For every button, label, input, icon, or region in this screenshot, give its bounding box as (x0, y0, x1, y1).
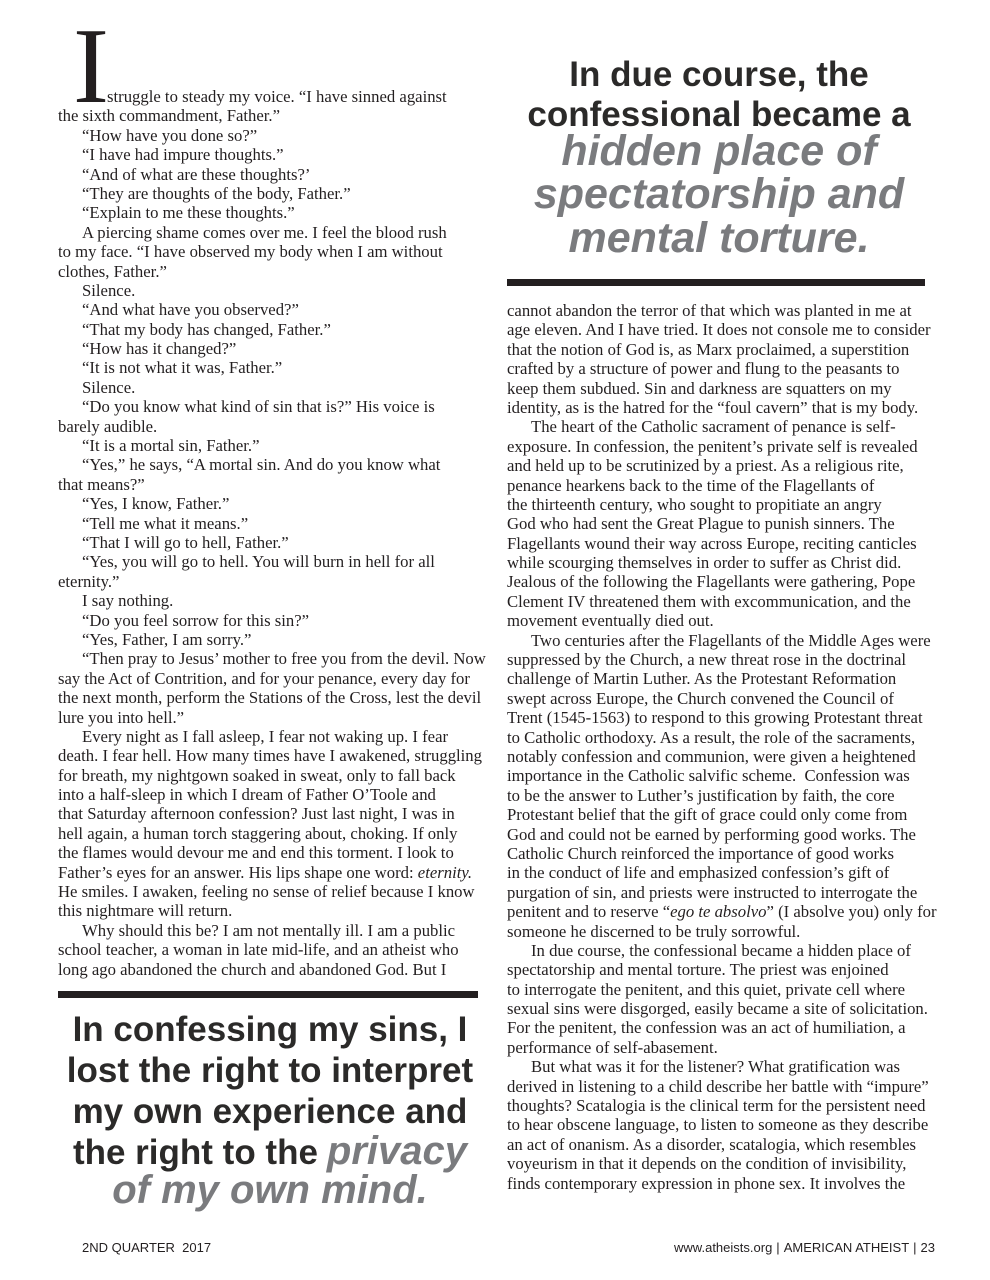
text-line-text: voyeurism in that it depends on the condition of invisibility, (507, 1154, 907, 1174)
text-line (507, 766, 937, 785)
text-line-text: keep them subdued. Sin and darkness are squatters on my (507, 378, 892, 398)
text-line (58, 358, 486, 377)
text-line (507, 631, 937, 650)
text-line (58, 591, 486, 610)
text-line (58, 339, 486, 358)
text-line (58, 397, 486, 416)
text-line (507, 1096, 937, 1115)
text-line (58, 184, 486, 203)
text-line (507, 572, 937, 591)
text-line (507, 437, 937, 456)
text-line (58, 649, 486, 668)
text-line (507, 320, 937, 339)
pull-quote-bottom-text: the right to the (72, 1133, 318, 1172)
text-line (507, 999, 937, 1018)
text-line (507, 650, 937, 669)
pull-quote-top-emphasis: mental torture. (568, 214, 870, 262)
text-line-text: “Do you feel sorrow for this sin?” (82, 610, 310, 630)
text-line-text: death. I fear hell. How many times have I awakened, struggling (58, 746, 482, 766)
text-line (58, 475, 486, 494)
pull-quote-bottom-line: my own experience and (72, 1092, 468, 1131)
text-line (507, 1115, 937, 1134)
text-line (507, 922, 937, 941)
text-line (58, 688, 486, 707)
text-line (507, 1038, 937, 1057)
text-line-text: “It is not what it was, Father.” (82, 358, 283, 378)
text-line (507, 902, 937, 921)
issue-date: 2ND QUARTER 2017 (82, 1240, 212, 1255)
text-line (58, 533, 486, 552)
text-line-text: lure you into hell.” (58, 707, 185, 727)
text-line-text: someone he discerned to be truly sorrowful. (507, 921, 801, 941)
text-line (507, 611, 937, 630)
text-line (58, 300, 486, 319)
text-line (58, 669, 486, 688)
text-line (507, 495, 937, 514)
text-line-text: in the conduct of life and emphasized confession’s gift of (507, 863, 890, 883)
text-line-text: challenge of Martin Luther. As the Protestant Reformation (507, 669, 897, 689)
text-line (507, 941, 937, 960)
text-line (507, 456, 937, 475)
text-line-text: “I have had impure thoughts.” (82, 145, 284, 165)
pull-quote-top-emphasis: spectatorship and (533, 170, 905, 218)
text-line-text: to my face. “I have observed my body when I am without (58, 242, 443, 262)
text-line (507, 553, 937, 572)
text-line (58, 455, 486, 474)
text-line-text: sexual sins were disgorged, easily became a site of solicitation. (507, 999, 928, 1019)
text-line-text: and held up to be scrutinized by a priest. As a religious rite, (507, 456, 904, 476)
text-line (507, 825, 937, 844)
text-line-text: that the notion of God is, as Marx proclaimed, a superstition (507, 339, 910, 359)
text-line-text: But what was it for the listener? What gratification was (531, 1057, 901, 1077)
text-line (58, 320, 486, 339)
text-line-text: to hear obscene language, to listen to someone as they describe (507, 1115, 929, 1135)
text-line-text: school teacher, a woman in late mid-life, and an atheist who (58, 940, 459, 960)
pull-quote-bottom-line: lost the right to interpret (66, 1051, 474, 1090)
text-line (58, 145, 486, 164)
pull-quote-bottom-emphasis: privacy (326, 1129, 468, 1173)
text-line (58, 572, 486, 591)
text-line-text: Silence. (82, 377, 136, 397)
pull-quote-top-emphasis: hidden place of (561, 127, 877, 175)
text-line-text: clothes, Father.” (58, 261, 167, 281)
text-line-text: into a half-sleep in which I dream of Father O’Toole and (58, 785, 436, 805)
text-line (507, 786, 937, 805)
text-line (58, 843, 486, 862)
pull-quote-bottom-line (58, 1131, 482, 1173)
text-line-text: For the penitent, the confession was an act of humiliation, a (507, 1018, 906, 1038)
text-line-text: that Saturday afternoon confession? Just last night, I was in (58, 804, 455, 824)
text-line-text: Father’s eyes for an answer. His lips shape one word: (58, 862, 418, 882)
text-line (58, 630, 486, 649)
pull-quote-rule (507, 279, 925, 286)
text-line (58, 611, 486, 630)
text-line-text: the sixth commandment, Father.” (58, 106, 280, 126)
text-line (58, 262, 486, 281)
text-line-text: “Then pray to Jesus’ mother to free you from the devil. Now (82, 649, 486, 669)
pull-quote-top-line: confessional became a (527, 95, 911, 134)
text-line (58, 746, 486, 765)
text-line (58, 242, 486, 261)
text-line (507, 669, 937, 688)
text-line (507, 398, 937, 417)
text-line (507, 883, 937, 902)
text-line-text: that means?” (58, 474, 145, 494)
text-line-text: purgation of sin, and priests were instructed to interrogate the (507, 882, 918, 902)
text-line-text: “How have you done so?” (82, 125, 258, 145)
pull-quote-bottom-emphasis: of my own mind. (112, 1168, 428, 1212)
text-line-text: “And of what are these thoughts?’ (82, 164, 311, 184)
footer-separator: | (913, 1240, 917, 1255)
text-line (507, 844, 937, 863)
text-line-text: penance hearkens back to the time of the Flagellants of (507, 475, 875, 495)
drop-cap: I (73, 7, 109, 126)
text-line-text: Why should this be? I am not mentally ill. I am a public (82, 920, 456, 940)
text-line (58, 378, 486, 397)
text-line-text: cannot abandon the terror of that which was planted in me at (507, 301, 912, 320)
text-line-text: God and could not be earned by performing good works. The (507, 824, 916, 844)
text-line (507, 805, 937, 824)
text-line-text: suppressed by the Church, a new threat rose in the doctrinal (507, 650, 906, 670)
text-line-text: while scourging themselves in order to suffer as Christ did. (507, 553, 902, 573)
text-line (58, 708, 486, 727)
text-line-text: this nightmare will return. (58, 901, 233, 921)
text-line-text: Protestant belief that the gift of grace could only come from (507, 805, 908, 825)
text-line-text: The heart of the Catholic sacrament of penance is self- (531, 417, 896, 437)
text-line (507, 980, 937, 999)
text-line (507, 747, 937, 766)
text-line (507, 1174, 937, 1193)
text-line (58, 882, 486, 901)
text-line-text: “How has it changed?” (82, 339, 237, 359)
magazine-title: AMERICAN ATHEIST (783, 1240, 910, 1255)
text-line-text: “It is a mortal sin, Father.” (82, 436, 260, 456)
text-line-text: age eleven. And I have tried. It does not console me to consider (507, 320, 931, 340)
text-line-text: “Yes, you will go to hell. You will burn in hell for all (82, 552, 435, 572)
text-line (58, 804, 486, 823)
text-line (58, 494, 486, 513)
text-line (507, 476, 937, 495)
text-line-text: Catholic Church reinforced the importance of good works (507, 843, 894, 863)
website: www.atheists.org (674, 1240, 773, 1255)
footer-separator: | (776, 1240, 780, 1255)
text-line (507, 417, 937, 436)
text-line-text: an act of onanism. As a disorder, scatalogia, which resembles (507, 1134, 916, 1154)
text-line-text: “Yes,” he says, “A mortal sin. And do you know what (82, 455, 441, 475)
pull-quote-rule (58, 991, 478, 998)
text-line (507, 960, 937, 979)
text-line-text: “That my body has changed, Father.” (82, 319, 331, 339)
text-line-text: “Yes, Father, I am sorry.” (82, 629, 252, 649)
text-line-text: penitent and to reserve “ (507, 902, 671, 922)
text-line (58, 417, 486, 436)
text-line-text: eternity.” (58, 571, 120, 591)
footer-credits (674, 1241, 935, 1254)
text-line (58, 824, 486, 843)
text-line-after: ” (I absolve you) only for (766, 902, 937, 922)
text-line-text: “Tell me what it means.” (82, 513, 249, 533)
text-line-text: to be the answer to Luther’s justification by faith, the core (507, 785, 895, 805)
text-line-text: Jealous of the following the Flagellants were gathering, Pope (507, 572, 916, 592)
text-line (58, 106, 486, 125)
text-line-text: Two centuries after the Flagellants of the Middle Ages were (531, 630, 931, 650)
text-line-text: “That I will go to hell, Father.” (82, 532, 289, 552)
text-line-text: derived in listening to a child describe her battle with “impure” (507, 1076, 929, 1096)
text-line (58, 87, 486, 106)
text-line (507, 379, 937, 398)
italic-text: ego te absolvo (670, 902, 767, 922)
text-line (58, 165, 486, 184)
text-line (507, 689, 937, 708)
text-line-text: finds contemporary expression in phone sex. It involves the (507, 1173, 906, 1193)
text-line-text: “Yes, I know, Father.” (82, 494, 230, 514)
text-line (58, 766, 486, 785)
text-line-text: spectatorship and mental torture. The priest was enjoined (507, 960, 889, 980)
text-line-text: A piercing shame comes over me. I feel the blood rush (82, 222, 447, 242)
text-line (58, 727, 486, 746)
text-line-text: “Explain to me these thoughts.” (82, 203, 295, 223)
text-line (58, 436, 486, 455)
text-line-text: Clement IV threatened them with excommunication, and the (507, 591, 911, 611)
text-line (507, 708, 937, 727)
text-line-text: notably confession and communion, were given a heightened (507, 746, 916, 766)
text-line-text: say the Act of Contrition, and for your penance, every day for (58, 668, 470, 688)
text-line-text: hell again, a human torch staggering about, choking. If only (58, 823, 458, 843)
text-line-text: Trent (1545-1563) to respond to this growing Protestant threat (507, 708, 923, 728)
text-line (507, 592, 937, 611)
text-line-text: Silence. (82, 280, 136, 300)
text-line (58, 785, 486, 804)
text-line-text: to interrogate the penitent, and this quiet, private cell where (507, 979, 906, 999)
text-line (507, 863, 937, 882)
text-line-text: Every night as I fall asleep, I fear not waking up. I fear (82, 726, 449, 746)
text-line (58, 863, 486, 882)
text-line (58, 921, 486, 940)
text-line-text: the flames would devour me and end this torment. I look to (58, 843, 454, 863)
text-line (507, 359, 937, 378)
text-line-text: to Catholic orthodoxy. As a result, the role of the sacraments, (507, 727, 916, 747)
text-line-text: struggle to steady my voice. “I have sinned against (107, 87, 447, 106)
page-number: 23 (920, 1240, 935, 1255)
text-line (507, 514, 937, 533)
text-line-text: He smiles. I awaken, feeling no sense of relief because I know (58, 882, 475, 902)
text-line (507, 728, 937, 747)
text-line-text: importance in the Catholic salvific scheme. Confession was (507, 766, 910, 786)
pull-quote-bottom-line: In confessing my sins, I (72, 1010, 468, 1049)
text-line (58, 552, 486, 571)
text-line (58, 126, 486, 145)
text-line-text: long ago abandoned the church and abandoned God. But I (58, 959, 447, 979)
text-line-text: for breath, my nightgown soaked in sweat, only to fall back (58, 765, 456, 785)
text-line-text: the next month, perform the Stations of the Cross, lest the devil (58, 688, 482, 708)
text-line (58, 940, 486, 959)
text-line-text: exposure. In confession, the penitent’s private self is revealed (507, 436, 918, 456)
text-line (507, 1154, 937, 1173)
text-line-text: crafted by a structure of power and flung to the peasants to (507, 359, 900, 379)
text-line-text: thoughts? Scatalogia is the clinical term for the persistent need (507, 1096, 926, 1116)
text-line (507, 534, 937, 553)
text-line (507, 1135, 937, 1154)
text-line-text: swept across Europe, the Church convened the Council of (507, 688, 894, 708)
text-line (58, 960, 486, 979)
text-line (507, 1018, 937, 1037)
text-line (507, 1077, 937, 1096)
text-line-text: identity, as is the hatred for the “foul cavern” that is my body. (507, 397, 919, 417)
text-line-text: “They are thoughts of the body, Father.” (82, 183, 351, 203)
text-line (58, 514, 486, 533)
text-line (58, 223, 486, 242)
text-line-text: I say nothing. (82, 591, 174, 611)
text-line-text: the thirteenth century, who sought to propitiate an angry (507, 494, 882, 514)
text-line-text: In due course, the confessional became a hidden place of (531, 940, 911, 960)
text-line (507, 301, 937, 320)
text-line (507, 340, 937, 359)
text-line-text: Flagellants wound their way across Europe, reciting canticles (507, 533, 917, 553)
text-line (58, 901, 486, 920)
text-line-text: barely audible. (58, 416, 158, 436)
text-line-text: “And what have you observed?” (82, 300, 299, 320)
italic-text: eternity. (417, 862, 473, 882)
text-line (507, 1057, 937, 1076)
text-line-text: movement eventually died out. (507, 611, 714, 631)
text-line (58, 281, 486, 300)
article-column-right (507, 301, 937, 1193)
text-line-text: “Do you know what kind of sin that is?” His voice is (82, 397, 435, 417)
article-column-left (58, 87, 486, 979)
text-line-text: God who had sent the Great Plague to punish sinners. The (507, 514, 895, 534)
text-line (58, 203, 486, 222)
text-line-text: performance of self-abasement. (507, 1037, 718, 1057)
pull-quote-top-line: In due course, the (569, 55, 869, 94)
